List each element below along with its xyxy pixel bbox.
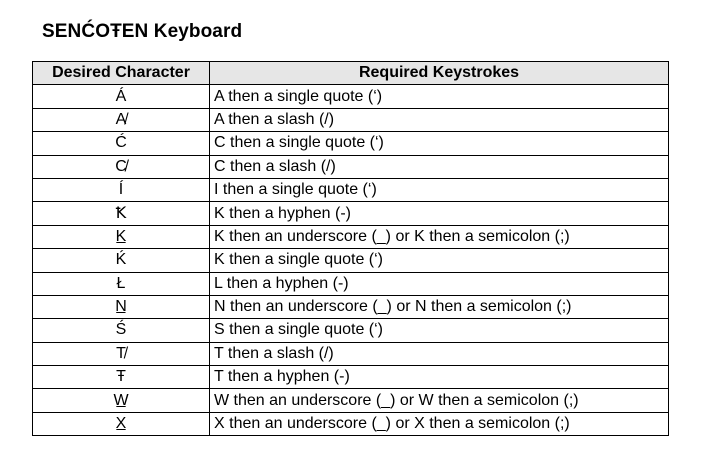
required-keystrokes: L then a hyphen (-)	[210, 272, 669, 295]
table-header-row	[33, 62, 669, 85]
desired-character: Ŧ	[33, 366, 210, 389]
table-row	[33, 132, 669, 155]
desired-character: K̲	[33, 225, 210, 248]
header-required-keystrokes: Required Keystrokes	[210, 62, 669, 85]
required-keystrokes: W then an underscore (_) or W then a semicolon (;)	[210, 389, 669, 412]
desired-character: Á	[33, 85, 210, 108]
required-keystrokes: K then an underscore (_) or K then a semicolon (;)	[210, 225, 669, 248]
desired-character: Ł	[33, 272, 210, 295]
desired-character: Ḱ	[33, 249, 210, 272]
header-desired-character: Desired Character	[33, 62, 210, 85]
desired-character: N̲	[33, 295, 210, 318]
desired-character: C̸	[33, 155, 210, 178]
required-keystrokes: K then a single quote (‘)	[210, 249, 669, 272]
required-keystrokes: N then an underscore (_) or N then a semicolon (;)	[210, 295, 669, 318]
required-keystrokes: S then a single quote (‘)	[210, 319, 669, 342]
table-row	[33, 108, 669, 131]
required-keystrokes: C then a single quote (‘)	[210, 132, 669, 155]
table-row	[33, 272, 669, 295]
table-row	[33, 249, 669, 272]
desired-character: Í	[33, 178, 210, 201]
table-row	[33, 412, 669, 435]
table-row	[33, 178, 669, 201]
desired-character: Ś	[33, 319, 210, 342]
table-row	[33, 225, 669, 248]
required-keystrokes: X then an underscore (_) or X then a semicolon (;)	[210, 412, 669, 435]
table-row	[33, 366, 669, 389]
page-title: SENĆOŦEN Keyboard	[42, 21, 243, 42]
desired-character: A̸	[33, 108, 210, 131]
table-row	[33, 202, 669, 225]
desired-character: Ꝁ	[33, 202, 210, 225]
required-keystrokes: C then a slash (/)	[210, 155, 669, 178]
table-row	[33, 295, 669, 318]
table-row	[33, 342, 669, 365]
desired-character: X̲	[33, 412, 210, 435]
desired-character: T̸	[33, 342, 210, 365]
table-row	[33, 85, 669, 108]
table-row	[33, 155, 669, 178]
desired-character: Ć	[33, 132, 210, 155]
required-keystrokes: T then a hyphen (-)	[210, 366, 669, 389]
required-keystrokes: K then a hyphen (-)	[210, 202, 669, 225]
table-row	[33, 389, 669, 412]
desired-character: W̲	[33, 389, 210, 412]
required-keystrokes: A then a single quote (‘)	[210, 85, 669, 108]
required-keystrokes: A then a slash (/)	[210, 108, 669, 131]
table-row	[33, 319, 669, 342]
required-keystrokes: T then a slash (/)	[210, 342, 669, 365]
required-keystrokes: I then a single quote (‘)	[210, 178, 669, 201]
keyboard-table	[32, 61, 669, 436]
